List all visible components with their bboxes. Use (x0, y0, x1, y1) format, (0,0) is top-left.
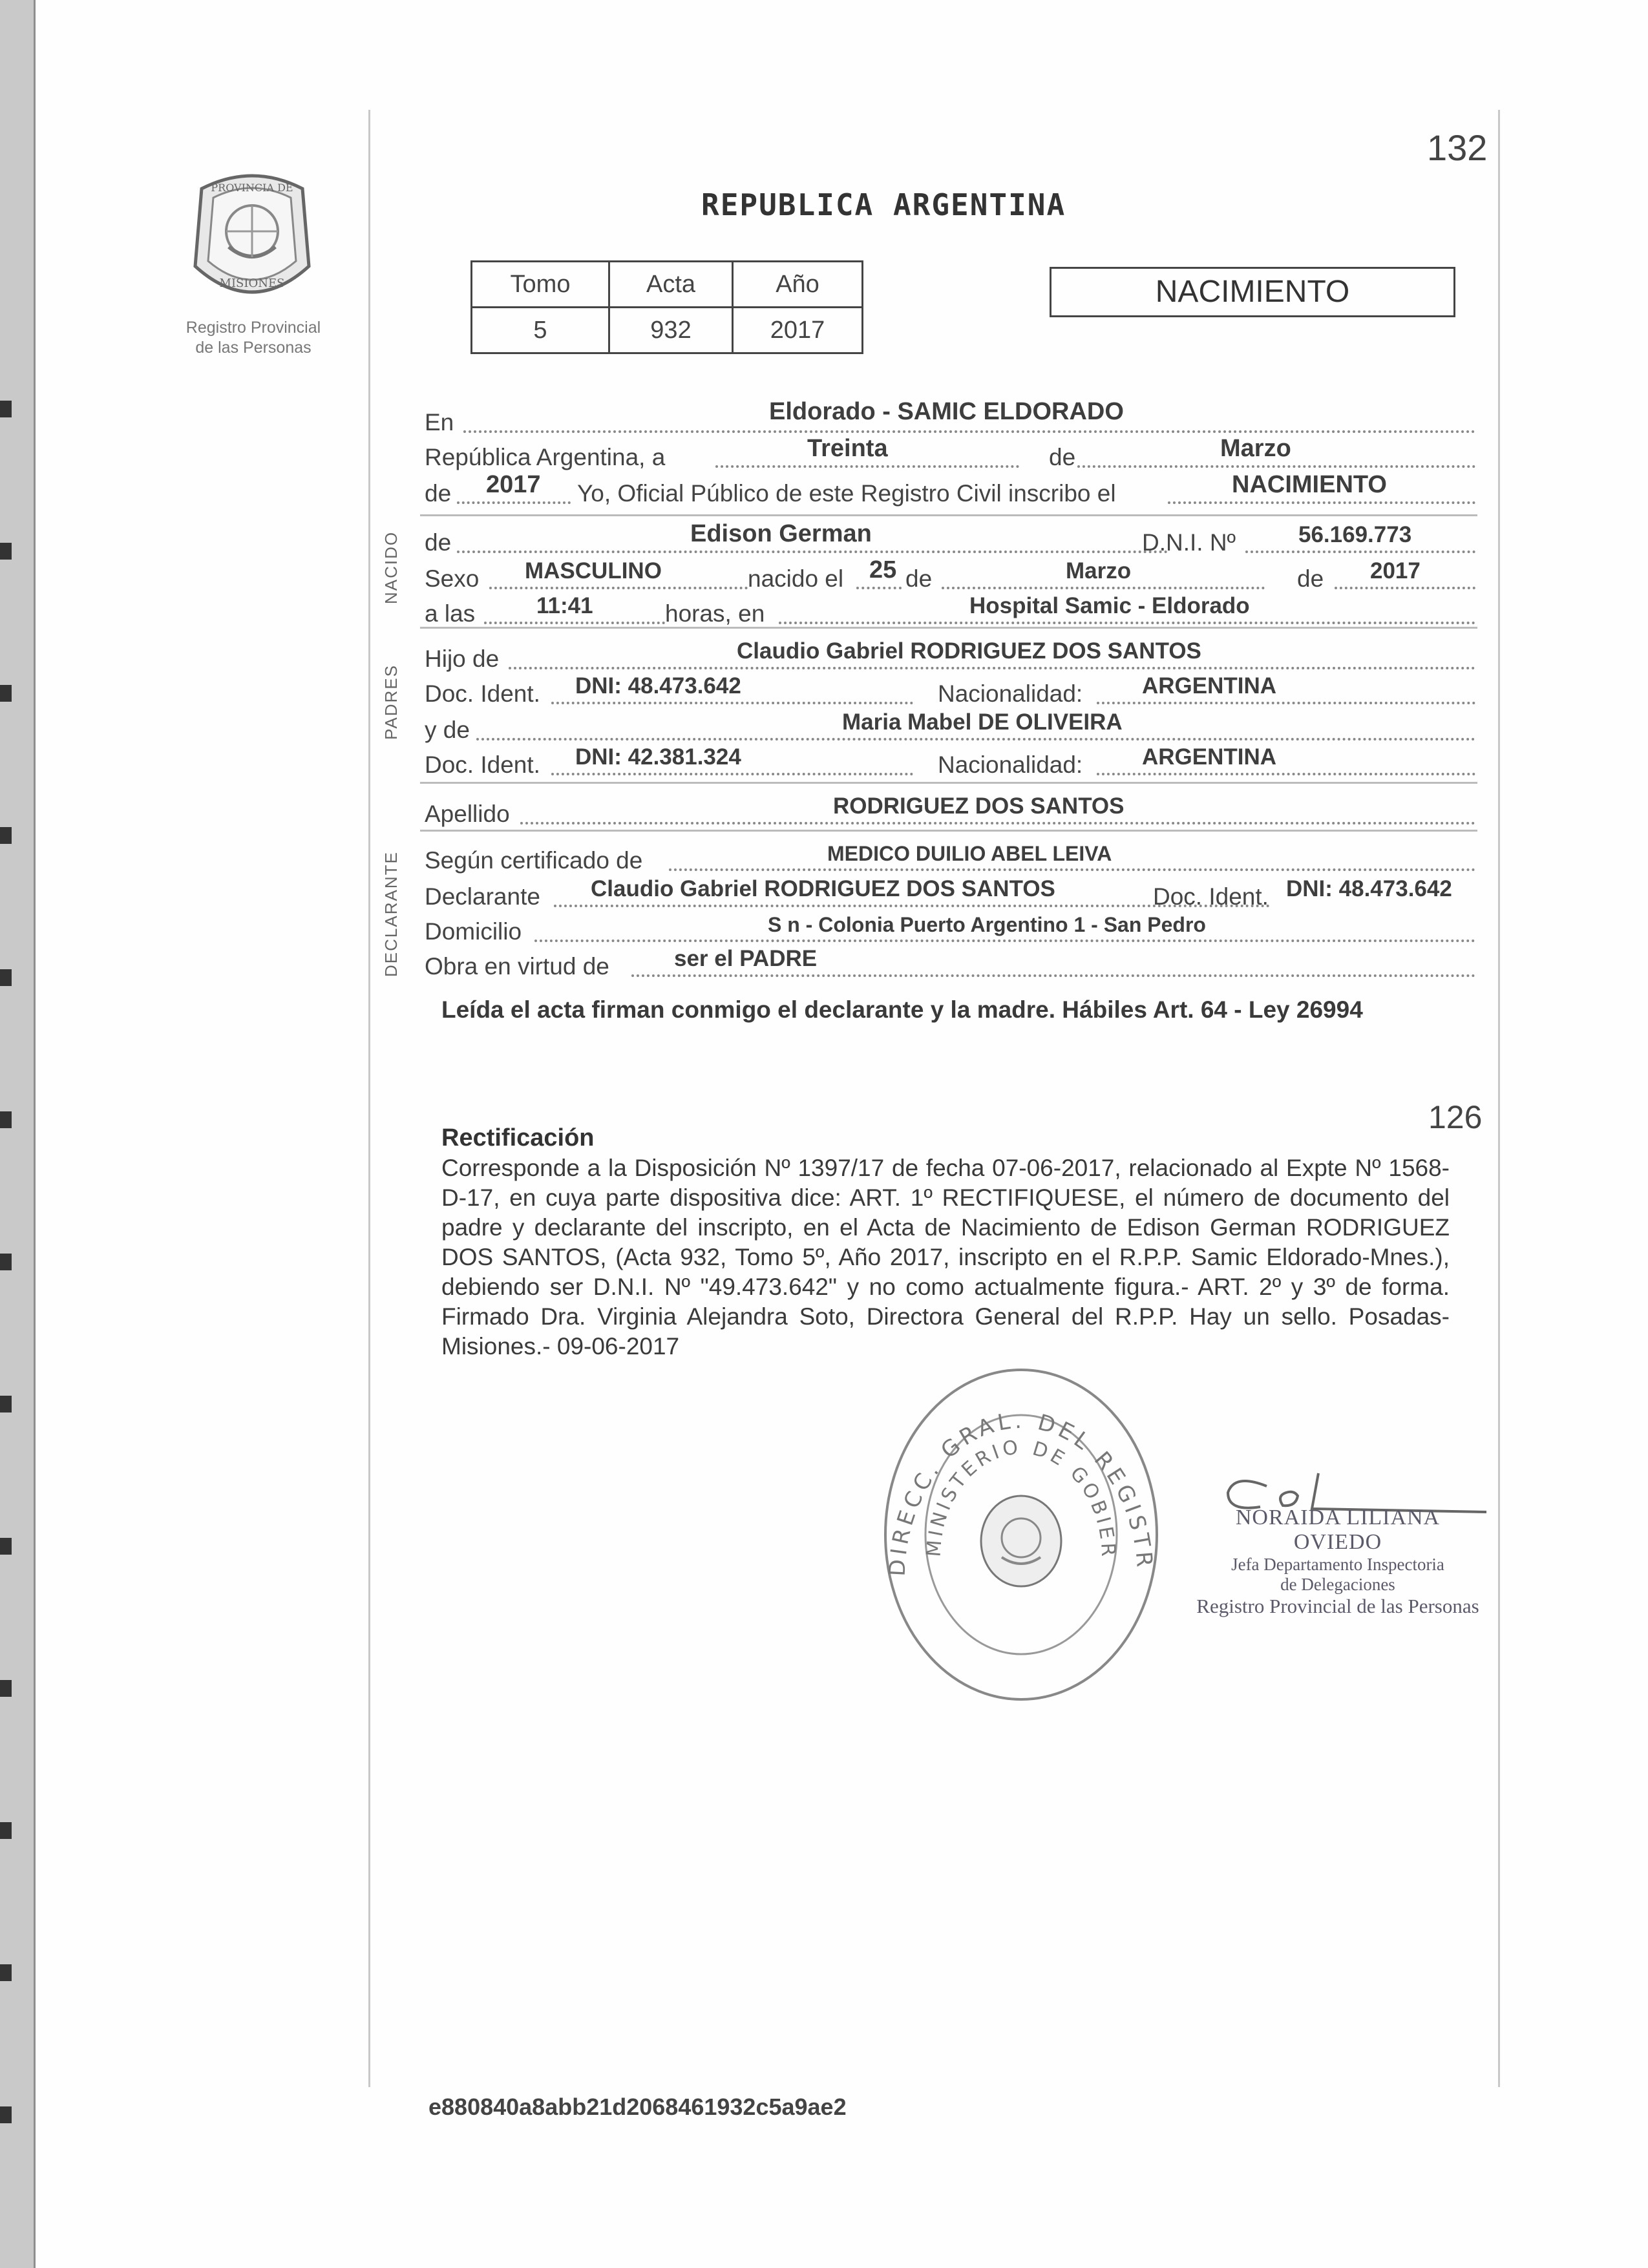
line-lugar (425, 398, 1475, 436)
binder-notch (0, 1538, 12, 1555)
label-doc-ident-declarante: Doc. Ident. (1153, 883, 1269, 910)
value-dia-texto: Treinta (807, 435, 888, 462)
line-fecha (425, 437, 1475, 470)
binder-notch (0, 1822, 12, 1839)
svg-text:MINISTERIO DE GOBIERNO: MINISTERIO DE GOBIER (922, 1436, 1120, 1560)
line-hora (425, 593, 1475, 627)
side-label-nacido: NACIDO (381, 530, 401, 604)
line-padre (425, 638, 1475, 672)
label-segun: Según certificado de (425, 847, 643, 874)
value-certificado: MEDICO DUILIO ABEL LEIVA (827, 842, 1112, 865)
value-acto: NACIMIENTO (1232, 471, 1387, 498)
signature-block (1189, 1506, 1486, 1618)
secondary-number: 126 (1428, 1099, 1483, 1135)
binder-edge (0, 0, 36, 2268)
rectificacion-title: Rectificación (441, 1124, 595, 1151)
label-doc-ident-madre: Doc. Ident. (425, 751, 540, 778)
label-nacionalidad-madre: Nacionalidad: (938, 751, 1083, 778)
value-mes-texto: Marzo (1220, 435, 1291, 462)
value-tomo: 5 (472, 308, 609, 353)
line-obra (425, 946, 1475, 980)
label-de-nombre: de (425, 529, 452, 556)
binder-notch (0, 543, 12, 560)
header-tomo: Tomo (472, 262, 609, 308)
binder-notch (0, 2106, 12, 2123)
legal-note: Leída el acta firman conmigo el declarante y la madre. Hábiles Art. 64 - Ley 26994 (441, 996, 1363, 1023)
line-nombre (425, 522, 1475, 556)
page-number: 132 (1427, 127, 1488, 168)
label-doc-ident-padre: Doc. Ident. (425, 680, 540, 707)
binder-notch (0, 969, 12, 986)
value-anio-nac: 2017 (1370, 558, 1421, 583)
document-hash: e880840a8abb21d2068461932c5a9ae2 (428, 2094, 847, 2120)
line-madre-doc (425, 744, 1475, 778)
official-stamp (879, 1363, 1163, 1706)
value-acta: 932 (609, 308, 733, 353)
value-lugar: Eldorado - SAMIC ELDORADO (769, 398, 1124, 425)
binder-notch (0, 685, 12, 702)
label-y-de: y de (425, 717, 470, 743)
header-acta: Acta (609, 262, 733, 308)
binder-notch (0, 1680, 12, 1697)
value-padre: Claudio Gabriel RODRIGUEZ DOS SANTOS (737, 638, 1201, 664)
label-de-anio: de (425, 480, 452, 507)
record-type-box: NACIMIENTO (1050, 267, 1455, 317)
label-apellido: Apellido (425, 801, 510, 827)
line-domicilio (425, 911, 1475, 945)
header-anio: Año (733, 262, 863, 308)
line-sexo (425, 558, 1475, 592)
value-madre: Maria Mabel DE OLIVEIRA (842, 709, 1123, 735)
value-domicilio: S n - Colonia Puerto Argentino 1 - San Pedro (768, 913, 1206, 936)
value-madre-nac: ARGENTINA (1142, 744, 1277, 770)
binder-notch (0, 1396, 12, 1412)
rectificacion-body: Corresponde a la Disposición Nº 1397/17 de fecha 07-06-2017, relacionado al Expte Nº 1568-D-17, en cuya parte dispositiva dice: ART. 1º RECTIFIQUESE, el número de documento del padre y declarante del inscripto, en el Acta de Nacimiento de Edison German RODRIGUEZ DOS SANTOS, (Acta 932, Tomo 5º, Año 2017, inscripto en el R.P.P. Samic Eldorado-Mnes.), debiendo ser D.N.I. Nº "49.473.642" y no como actualmente figura.- ART. 2º y 3º de forma. Firmado Dra. Virginia Alejandra Soto, Directora General del R.P.P. Hay un sello. Posadas- Misiones.- 09-06-2017 (441, 1155, 1450, 1360)
line-certificado (425, 840, 1475, 874)
logo-caption: Registro Provincial de las Personas (185, 319, 321, 357)
line-apellido (425, 793, 1475, 827)
label-de-anio-nac: de (1297, 565, 1324, 592)
svg-text:DIRECC. GRAL. DEL REGISTRO PRO: DIRECC. GRAL. DEL REGISTR (884, 1407, 1158, 1577)
value-dia-nac: 25 (869, 556, 897, 583)
document-title: REPUBLICA ARGENTINA (701, 187, 1066, 222)
value-mes-nac: Marzo (1066, 558, 1132, 583)
value-declarante-doc: DNI: 48.473.642 (1286, 876, 1452, 901)
binder-notch (0, 1254, 12, 1270)
line-declarante (425, 876, 1475, 910)
value-padre-doc: DNI: 48.473.642 (575, 673, 741, 698)
value-declarante: Claudio Gabriel RODRIGUEZ DOS SANTOS (591, 876, 1055, 901)
line-madre (425, 709, 1475, 743)
signer-role-2: de Delegaciones (1280, 1575, 1395, 1594)
value-hora: 11:41 (536, 593, 593, 618)
binder-notch (0, 1111, 12, 1128)
binder-notch (0, 827, 12, 844)
label-horas-en: horas, en (665, 600, 765, 627)
value-lugar-nac: Hospital Samic - Eldorado (969, 593, 1250, 618)
binder-notch (0, 1964, 12, 1981)
province-seal-logo (189, 169, 315, 310)
value-padre-nac: ARGENTINA (1142, 673, 1277, 698)
label-de-mes-nac: de (905, 565, 933, 592)
label-nacido-el: nacido el (748, 565, 844, 592)
side-label-declarante: DECLARANTE (381, 851, 401, 977)
line-acto (425, 473, 1475, 507)
value-anio: 2017 (486, 471, 541, 498)
label-de-mes: de (1049, 444, 1076, 470)
binder-notch (0, 401, 12, 417)
label-republica: República Argentina, a (425, 444, 666, 470)
label-obra: Obra en virtud de (425, 953, 609, 980)
label-sexo: Sexo (425, 565, 480, 592)
label-declarante: Declarante (425, 883, 540, 910)
value-nombre: Edison German (690, 520, 872, 547)
value-madre-doc: DNI: 42.381.324 (575, 744, 741, 770)
value-apellido: RODRIGUEZ DOS SANTOS (833, 793, 1125, 819)
frame-line-left (368, 110, 370, 2087)
label-dni: D.N.I. Nº (1142, 529, 1236, 556)
signer-role-3: Registro Provincial de las Personas (1196, 1595, 1479, 1617)
value-obra: ser el PADRE (674, 946, 818, 971)
registry-table (470, 260, 863, 354)
value-sexo: MASCULINO (525, 558, 662, 583)
label-a-las: a las (425, 600, 476, 627)
line-padre-doc (425, 673, 1475, 707)
label-en: En (425, 409, 454, 436)
value-anio: 2017 (733, 308, 863, 353)
signer-role-1: Jefa Departamento Inspectoria (1231, 1555, 1444, 1574)
label-nacionalidad-padre: Nacionalidad: (938, 680, 1083, 707)
label-hijo-de: Hijo de (425, 646, 500, 672)
label-domicilio: Domicilio (425, 918, 522, 945)
svg-text:PROVINCIA DE: PROVINCIA DE (211, 182, 293, 194)
svg-text:MISIONES: MISIONES (219, 277, 285, 290)
frame-line-right (1498, 110, 1500, 2087)
value-dni: 56.169.773 (1298, 522, 1412, 547)
side-label-padres: PADRES (381, 664, 401, 740)
signer-name: NORAIDA LILIANA OVIEDO (1235, 1506, 1441, 1554)
label-yo: Yo, Oficial Público de este Registro Civil inscribo el (577, 480, 1116, 507)
